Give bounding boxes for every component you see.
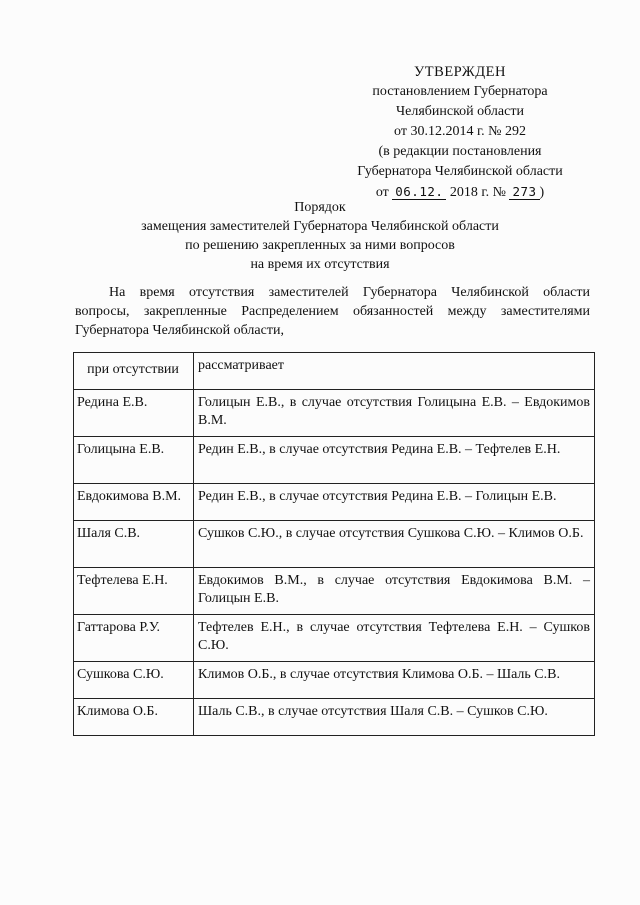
- absent-cell: Тефтелева Е.Н.: [74, 568, 194, 615]
- table-row: [74, 662, 595, 699]
- table-row: [74, 521, 595, 568]
- absent-cell: Климова О.Б.: [74, 699, 194, 736]
- approval-title: УТВЕРЖДЕН: [414, 64, 506, 80]
- order-heading: [0, 198, 640, 274]
- replacement-cell: Тефтелев Е.Н., в случае отсутствия Тефтелева Е.Н. – Сушков С.Ю.: [194, 615, 595, 662]
- amendment-close-paren: ): [539, 185, 545, 200]
- replacement-cell: Редин Е.В., в случае отсутствия Редина Е.В. – Голицын Е.В.: [194, 484, 595, 521]
- table-row: [74, 699, 595, 736]
- absence-table: [73, 352, 595, 736]
- amendment-prefix: от: [375, 185, 389, 200]
- table-row: [74, 390, 595, 437]
- intro-paragraph: [75, 283, 590, 340]
- absent-cell: Шаля С.В.: [74, 521, 194, 568]
- approval-line-2: Челябинской области: [396, 104, 524, 119]
- header-replacement: рассматривает: [194, 353, 595, 390]
- approval-line-1: постановлением Губернатора: [372, 84, 548, 99]
- intro-line-1: На время отсутствия заместителей Губернатора Челябинской области: [109, 285, 590, 300]
- header-absent: при отсутствии: [74, 353, 194, 390]
- order-title: Порядок: [294, 200, 346, 215]
- table-row: [74, 484, 595, 521]
- order-line-1: замещения заместителей Губернатора Челябинской области: [141, 219, 499, 234]
- replacement-cell: Редин Е.В., в случае отсутствия Редина Е.В. – Тефтелев Е.Н.: [194, 437, 595, 484]
- approval-stamp-block: [340, 62, 580, 203]
- absent-cell: Голицына Е.В.: [74, 437, 194, 484]
- amendment-number: 273: [509, 184, 539, 200]
- table-row: [74, 615, 595, 662]
- absent-cell: Редина Е.В.: [74, 390, 194, 437]
- intro-line-3: Губернатора Челябинской области,: [75, 323, 284, 338]
- order-line-2: по решению закрепленных за ними вопросов: [185, 238, 455, 253]
- replacement-cell: Климов О.Б., в случае отсутствия Климова О.Б. – Шаль С.В.: [194, 662, 595, 699]
- approval-line-5: Губернатора Челябинской области: [357, 164, 563, 179]
- replacement-cell: Голицын Е.В., в случае отсутствия Голицына Е.В. – Евдокимов В.М.: [194, 390, 595, 437]
- amendment-date: 06.12.: [392, 184, 446, 200]
- amendment-middle: 2018 г. №: [449, 185, 506, 200]
- table-header-row: [74, 353, 595, 390]
- table-row: [74, 568, 595, 615]
- absent-cell: Сушкова С.Ю.: [74, 662, 194, 699]
- approval-line-4: (в редакции постановления: [378, 144, 542, 159]
- approval-line-3: от 30.12.2014 г. № 292: [394, 124, 526, 139]
- order-line-3: на время их отсутствия: [250, 257, 390, 272]
- replacement-cell: Евдокимов В.М., в случае отсутствия Евдокимова В.М. – Голицын Е.В.: [194, 568, 595, 615]
- replacement-cell: Сушков С.Ю., в случае отсутствия Сушкова С.Ю. – Климов О.Б.: [194, 521, 595, 568]
- absent-cell: Гаттарова Р.У.: [74, 615, 194, 662]
- intro-line-2: вопросы, закрепленные Распределением обязанностей между заместителями: [75, 304, 590, 319]
- replacement-cell: Шаль С.В., в случае отсутствия Шаля С.В. – Сушков С.Ю.: [194, 699, 595, 736]
- table-row: [74, 437, 595, 484]
- absent-cell: Евдокимова В.М.: [74, 484, 194, 521]
